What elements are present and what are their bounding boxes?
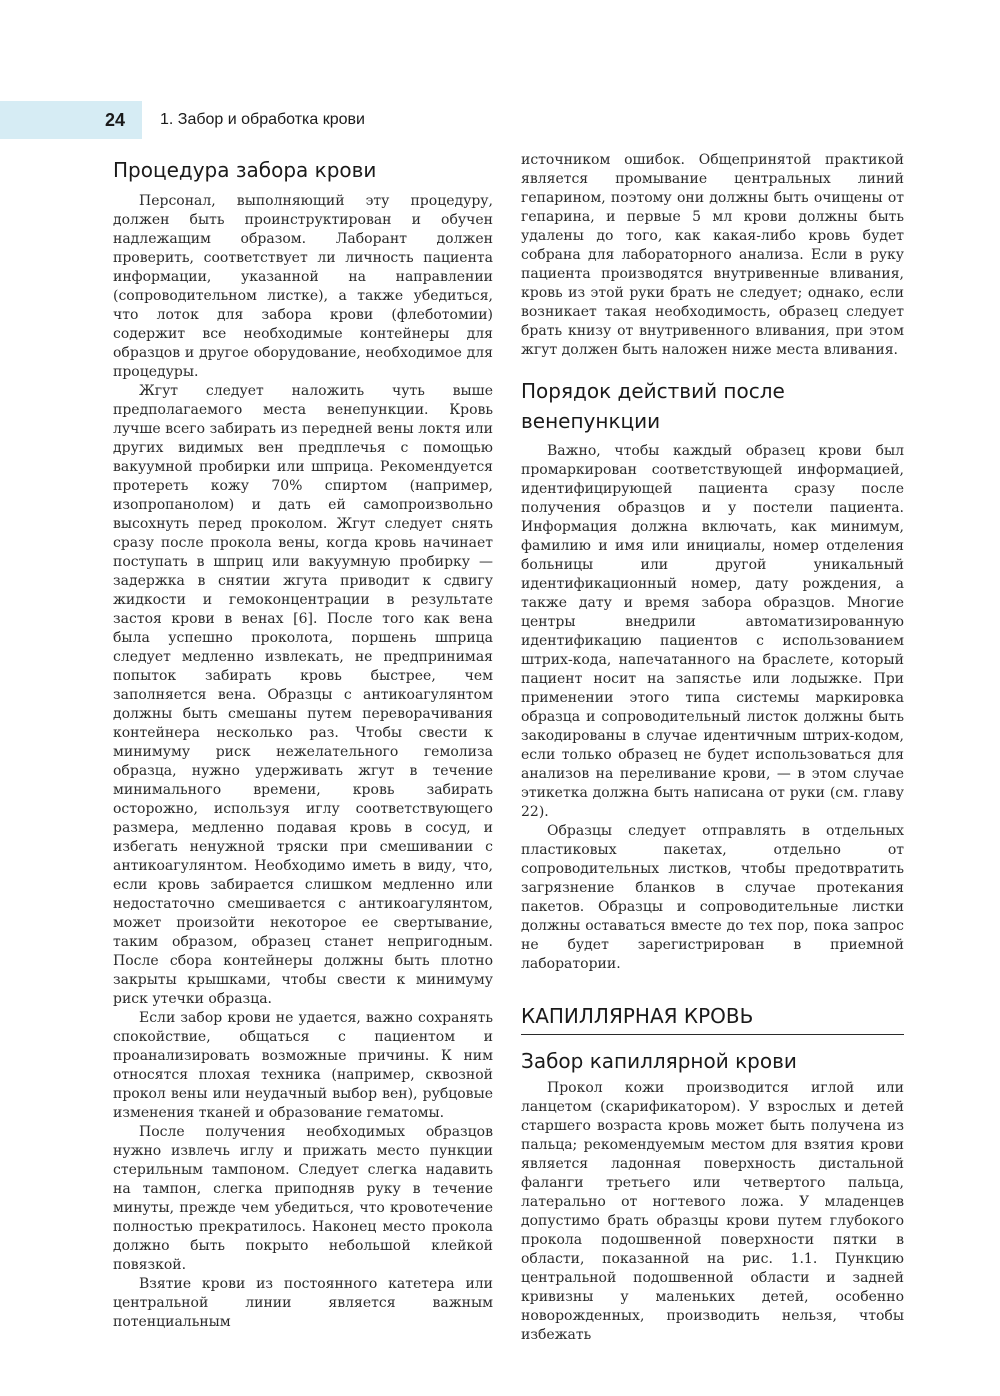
- heading-after-venipuncture: Порядок действий после венепункции: [521, 379, 785, 433]
- heading-blood-collection-procedure: Процедура забора крови: [113, 158, 377, 182]
- section-heading-capillary-blood: КАПИЛЛЯРНАЯ КРОВЬ: [521, 1002, 904, 1035]
- body-paragraph: Персонал, выполняющий эту процедуру, должен быть проинструктирован и обучен надлежащим образом. Лаборант должен проверить, соответствует ли личность пациента информации, указанной на направлении (сопроводительном листке), а также убедиться, что лоток для забора крови (флеботомии) содержит все необходимые контейнеры для образцов и другое оборудование, необходимое для процедуры.: [113, 193, 493, 380]
- running-head: 1. Забор и обработка крови: [160, 111, 365, 128]
- right-column: [521, 151, 904, 1345]
- left-column: [113, 156, 493, 1332]
- body-paragraph-continued: источником ошибок. Общепринятой практикой является промывание центральных линий гепарином, поэтому они должны быть очищены от гепарина, и первые 5 мл крови должны быть удалены до того, как какая-либо кровь будет собрана для лабораторного анализа. Если в руку пациента производятся внутривенные вливания, кровь из этой руки брать не следует; однако, если возникает такая необходимость, образец следует брать книзу от внутривенного вливания, при этом жгут должен быть наложен ниже места вливания.: [521, 152, 904, 358]
- body-paragraph: Прокол кожи производится иглой или ланцетом (скарификатором). У взрослых и детей старшего возраста кровь может быть получена из пальца; рекомендуемым местом для взятия крови является ладонная поверхность дистальной фаланги третьего или четвертого пальца, латерально от ногтевого ложа. У младенцев допустимо брать образцы крови путем глубокого прокола подошвенной поверхности пятки в области, показанной на рис. 1.1. Пункцию центральной подошвенной области и задней кривизны у маленьких детей, особенно новорожденных, производить нельзя, чтобы избежать: [521, 1080, 904, 1343]
- body-paragraph: Важно, чтобы каждый образец крови был промаркирован соответствующей информацией, идентифицирующей пациента сразу после получения образцов и у постели пациента. Информация должна включать, как минимум, фамилию и имя или инициалы, номер отделения больницы или другой уникальный идентификационный номер, дату рождения, а также дату и время забора образцов. Многие центры внедрили автоматизированную идентификацию пациентов с использованием штрих-кода, напечатанного на браслете, который пациент носит на запястье или лодыжке. При применении этого типа системы маркировка образца и сопроводительный листок должны быть закодированы в случае идентичным штрих-кодом, если только образец не будет использоваться для анализов на переливание крови, — в этом случае этикетка должна быть написана от руки (см. главу 22).: [521, 443, 904, 820]
- body-paragraph: После получения необходимых образцов нужно извлечь иглу и прижать место пункции стерильным тампоном. Следует слегка надавить на тампон, слегка приподняв руку в течение минуты, прежде чем убедиться, что кровотечение полностью прекратилось. Наконец место прокола должно быть покрыто небольшой клейкой повязкой.: [113, 1124, 493, 1273]
- page-number: 24: [104, 110, 126, 130]
- body-paragraph: Образцы следует отправлять в отдельных пластиковых пакетах, отдельно от сопроводительных листков, чтобы предотвратить загрязнение бланков в случае протекания пакетов. Образцы и сопроводительные листки должны оставаться вместе до тех пор, пока запрос не будет зарегистрирован в приемной лаборатории.: [521, 823, 904, 972]
- body-paragraph: Взятие крови из постоянного катетера или центральной линии является важным потенциальным: [113, 1276, 493, 1330]
- body-paragraph: Если забор крови не удается, важно сохранять спокойствие, общаться с пациентом и проанализировать возможные причины. К ним относятся плохая техника (например, сквозной прокол вены или неудачный выбор вен), рубцовые изменения тканей и образование гематомы.: [113, 1010, 493, 1121]
- body-paragraph: Жгут следует наложить чуть выше предполагаемого места венепункции. Кровь лучше всего забирать из передней вены локтя или других видимых вен предплечья с помощью вакуумной пробирки или шприца. Рекомендуется протереть кожу 70% спиртом (например, изопропанолом) и дать ей самопроизвольно высохнуть перед проколом. Жгут следует снять сразу после прокола вены, когда кровь начинает поступать в шприц или вакуумную пробирку — задержка в снятии жгута приводит к сдвигу жидкости и гемоконцентрации в результате застоя крови в венах [6]. После того как вена была успешно проколота, поршень шприца следует медленно извлекать, не предпринимая попыток забирать кровь быстрее, чем заполняется вена. Образцы с антикоагулянтом должны быть смешаны путем переворачивания контейнера несколько раз. Чтобы свести к минимуму риск нежелательного гемолиза образца, нужно удерживать жгут в течение минимального времени, кровь забирать осторожно, используя иглу соответствующего размера, медленно подавая кровь в сосуд, и избегать ненужной тряски при смешивании с антикоагулянтом. Необходимо иметь в виду, что, если кровь забирается слишком медленно или недостаточно смешивается с антикоагулянтом, может произойти некоторое ее свертывание, таким образом, образец станет непригодным. После сбора контейнеры должны быть плотно закрыты крышками, чтобы свести к минимуму риск утечки образца.: [113, 383, 493, 1007]
- heading-capillary-collection: Забор капиллярной крови: [521, 1049, 797, 1073]
